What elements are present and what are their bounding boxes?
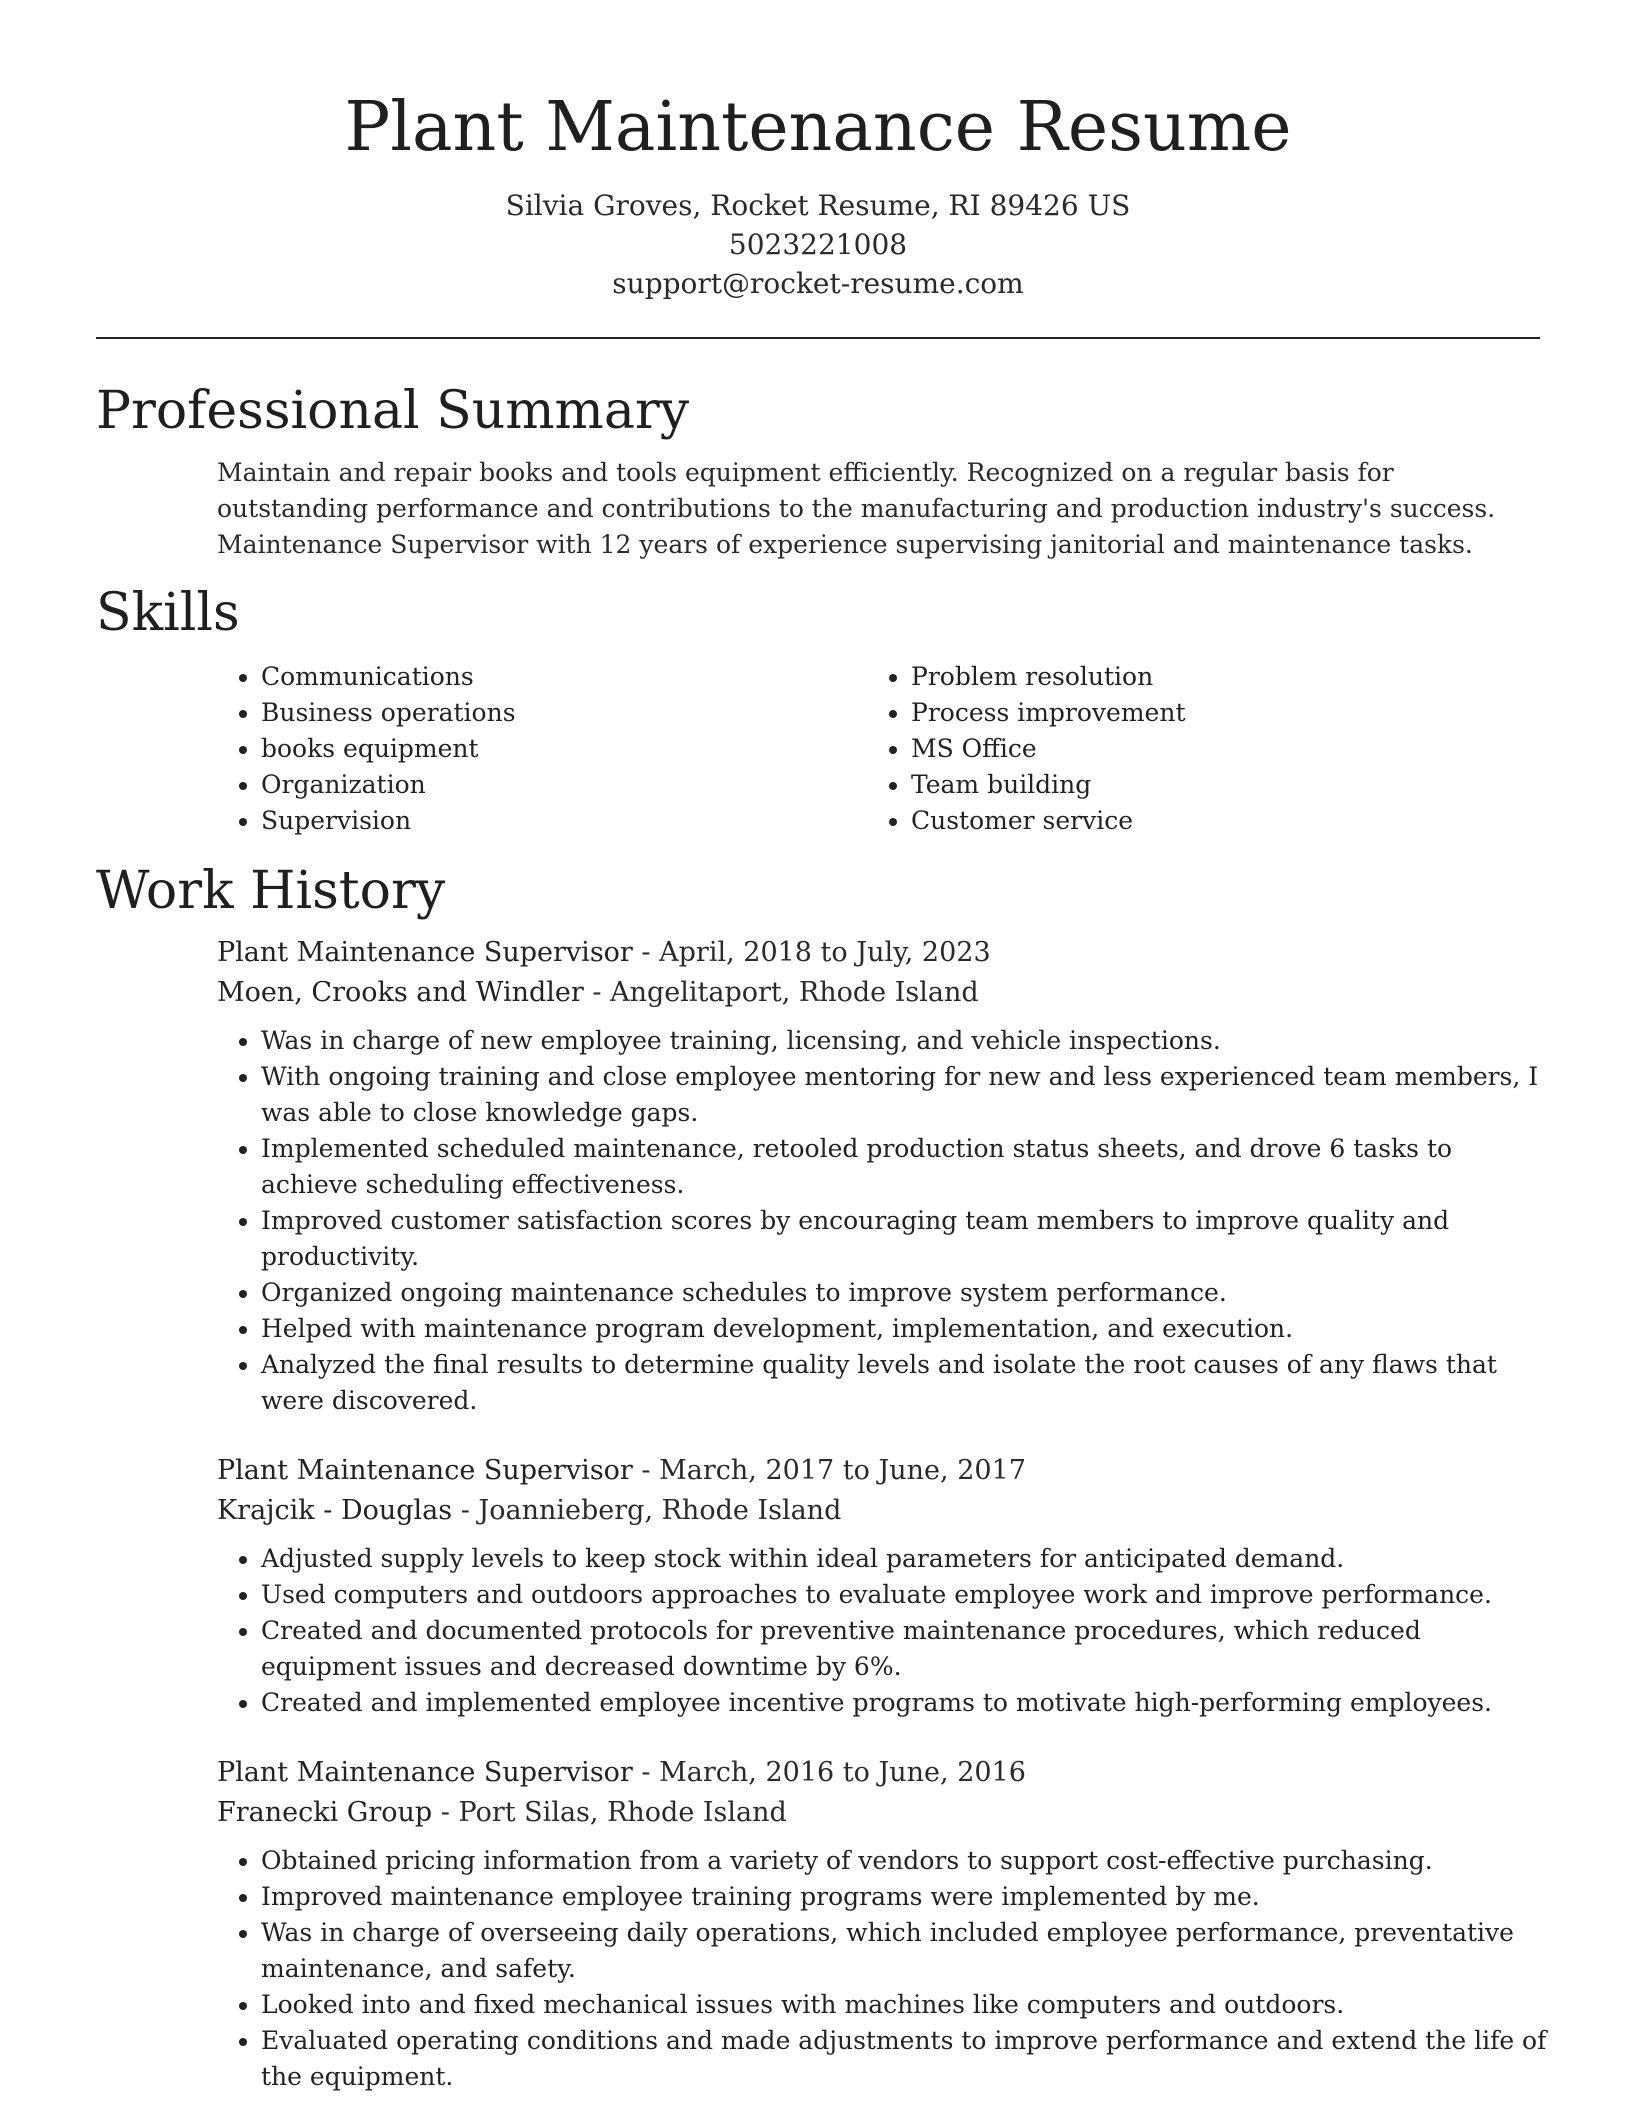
job-title: Plant Maintenance Supervisor [217, 937, 633, 968]
job-company-line: Krajcik - Douglas - Joannieberg, Rhode Island [217, 1495, 842, 1526]
skill-item: • Business operations [261, 695, 867, 731]
job-title-line: Plant Maintenance Supervisor - April, 2018 to July, 2023 [217, 937, 991, 968]
job-bullet: • Was in charge of new employee training, licensing, and vehicle inspections. [261, 1023, 1551, 1059]
job-bullet: • Obtained pricing information from a variety of vendors to support cost-effective purchasing. [261, 1843, 1551, 1879]
skill-item: • Customer service [911, 803, 1511, 839]
job-bullet: • Improved maintenance employee training programs were implemented by me. [261, 1879, 1551, 1915]
job-bullet: • Adjusted supply levels to keep stock within ideal parameters for anticipated demand. [261, 1541, 1551, 1577]
skill-item: • Communications [261, 659, 867, 695]
job-dates: April, 2018 to July, 2023 [659, 937, 991, 968]
section-heading-skills: Skills [96, 583, 240, 643]
section-heading-summary: Professional Summary [96, 381, 690, 441]
skills-column-right [867, 659, 1511, 839]
job-bullet: • Looked into and fixed mechanical issues with machines like computers and outdoors. [261, 1987, 1551, 2023]
job-bullets [217, 1023, 1551, 1419]
skill-item: • Problem resolution [911, 659, 1511, 695]
job-bullet: • Organized ongoing maintenance schedules to improve system performance. [261, 1275, 1551, 1311]
job-company: Franecki Group [217, 1797, 433, 1828]
job-dates: March, 2016 to June, 2016 [659, 1757, 1026, 1788]
job-bullets [217, 1843, 1551, 2095]
job-bullets [217, 1541, 1551, 1721]
job-bullet: • Improved customer satisfaction scores by encouraging team members to improve quality and productivity. [261, 1203, 1551, 1275]
job-bullet: • Analyzed the final results to determine quality levels and isolate the root causes of any flaws that were discovered. [261, 1347, 1551, 1419]
job-entry [217, 933, 1540, 1419]
job-company: Moen, Crooks and Windler [217, 977, 584, 1008]
job-bullet: • Used computers and outdoors approaches to evaluate employee work and improve performance. [261, 1577, 1551, 1613]
job-company-line: Franecki Group - Port Silas, Rhode Island [217, 1797, 787, 1828]
job-location: Angelitaport, Rhode Island [610, 977, 979, 1008]
job-title-line: Plant Maintenance Supervisor - March, 2017 to June, 2017 [217, 1455, 1026, 1486]
job-bullet: • Was in charge of overseeing daily operations, which included employee performance, preventative maintenance, and safety. [261, 1915, 1551, 1987]
contact-phone: 5023221008 [728, 228, 908, 261]
job-title: Plant Maintenance Supervisor [217, 1455, 633, 1486]
job-bullet: • With ongoing training and close employee mentoring for new and less experienced team members, I was able to close knowledge gaps. [261, 1059, 1551, 1131]
job-location: Joannieberg, Rhode Island [478, 1495, 842, 1526]
job-entry [217, 1753, 1547, 2095]
skill-item: • Organization [261, 767, 867, 803]
summary-text: Maintain and repair books and tools equipment efficiently. Recognized on a regular basis for outstanding performance and contributions to the manufacturing and production industry's success. Maintenance Supervisor with 12 years of experience supervising janitorial and maintenance tasks. [217, 458, 1496, 559]
job-company: Krajcik - Douglas [217, 1495, 453, 1526]
job-bullet: • Created and implemented employee incentive programs to motivate high-performing employees. [261, 1685, 1551, 1721]
job-entry [217, 1451, 1540, 1721]
job-bullet: • Evaluated operating conditions and made adjustments to improve performance and extend the life of the equipment. [261, 2023, 1551, 2095]
job-bullet: • Created and documented protocols for preventive maintenance procedures, which reduced equipment issues and decreased downtime by 6%. [261, 1613, 1551, 1685]
job-title-line: Plant Maintenance Supervisor - March, 2016 to June, 2016 [217, 1757, 1026, 1788]
contact-address: Silvia Groves, Rocket Resume, RI 89426 US [505, 189, 1131, 222]
job-company-line: Moen, Crooks and Windler - Angelitaport, Rhode Island [217, 977, 979, 1008]
section-heading-work-history: Work History [96, 861, 446, 921]
header-divider [96, 337, 1540, 339]
job-location: Port Silas, Rhode Island [458, 1797, 787, 1828]
contact-email: support@rocket-resume.com [612, 267, 1024, 300]
job-bullet: • Helped with maintenance program development, implementation, and execution. [261, 1311, 1551, 1347]
skill-item: • MS Office [911, 731, 1511, 767]
job-title: Plant Maintenance Supervisor [217, 1757, 633, 1788]
skills-list [217, 659, 1540, 839]
contact-block [96, 186, 1540, 303]
skill-item: • books equipment [261, 731, 867, 767]
resume-page [96, 0, 1547, 2095]
job-dates: March, 2017 to June, 2017 [659, 1455, 1026, 1486]
skill-item: • Team building [911, 767, 1511, 803]
skill-item: • Supervision [261, 803, 867, 839]
skills-column-left [217, 659, 867, 839]
resume-title: Plant Maintenance Resume [344, 88, 1292, 167]
skill-item: • Process improvement [911, 695, 1511, 731]
job-bullet: • Implemented scheduled maintenance, retooled production status sheets, and drove 6 tasks to achieve scheduling effectiveness. [261, 1131, 1551, 1203]
